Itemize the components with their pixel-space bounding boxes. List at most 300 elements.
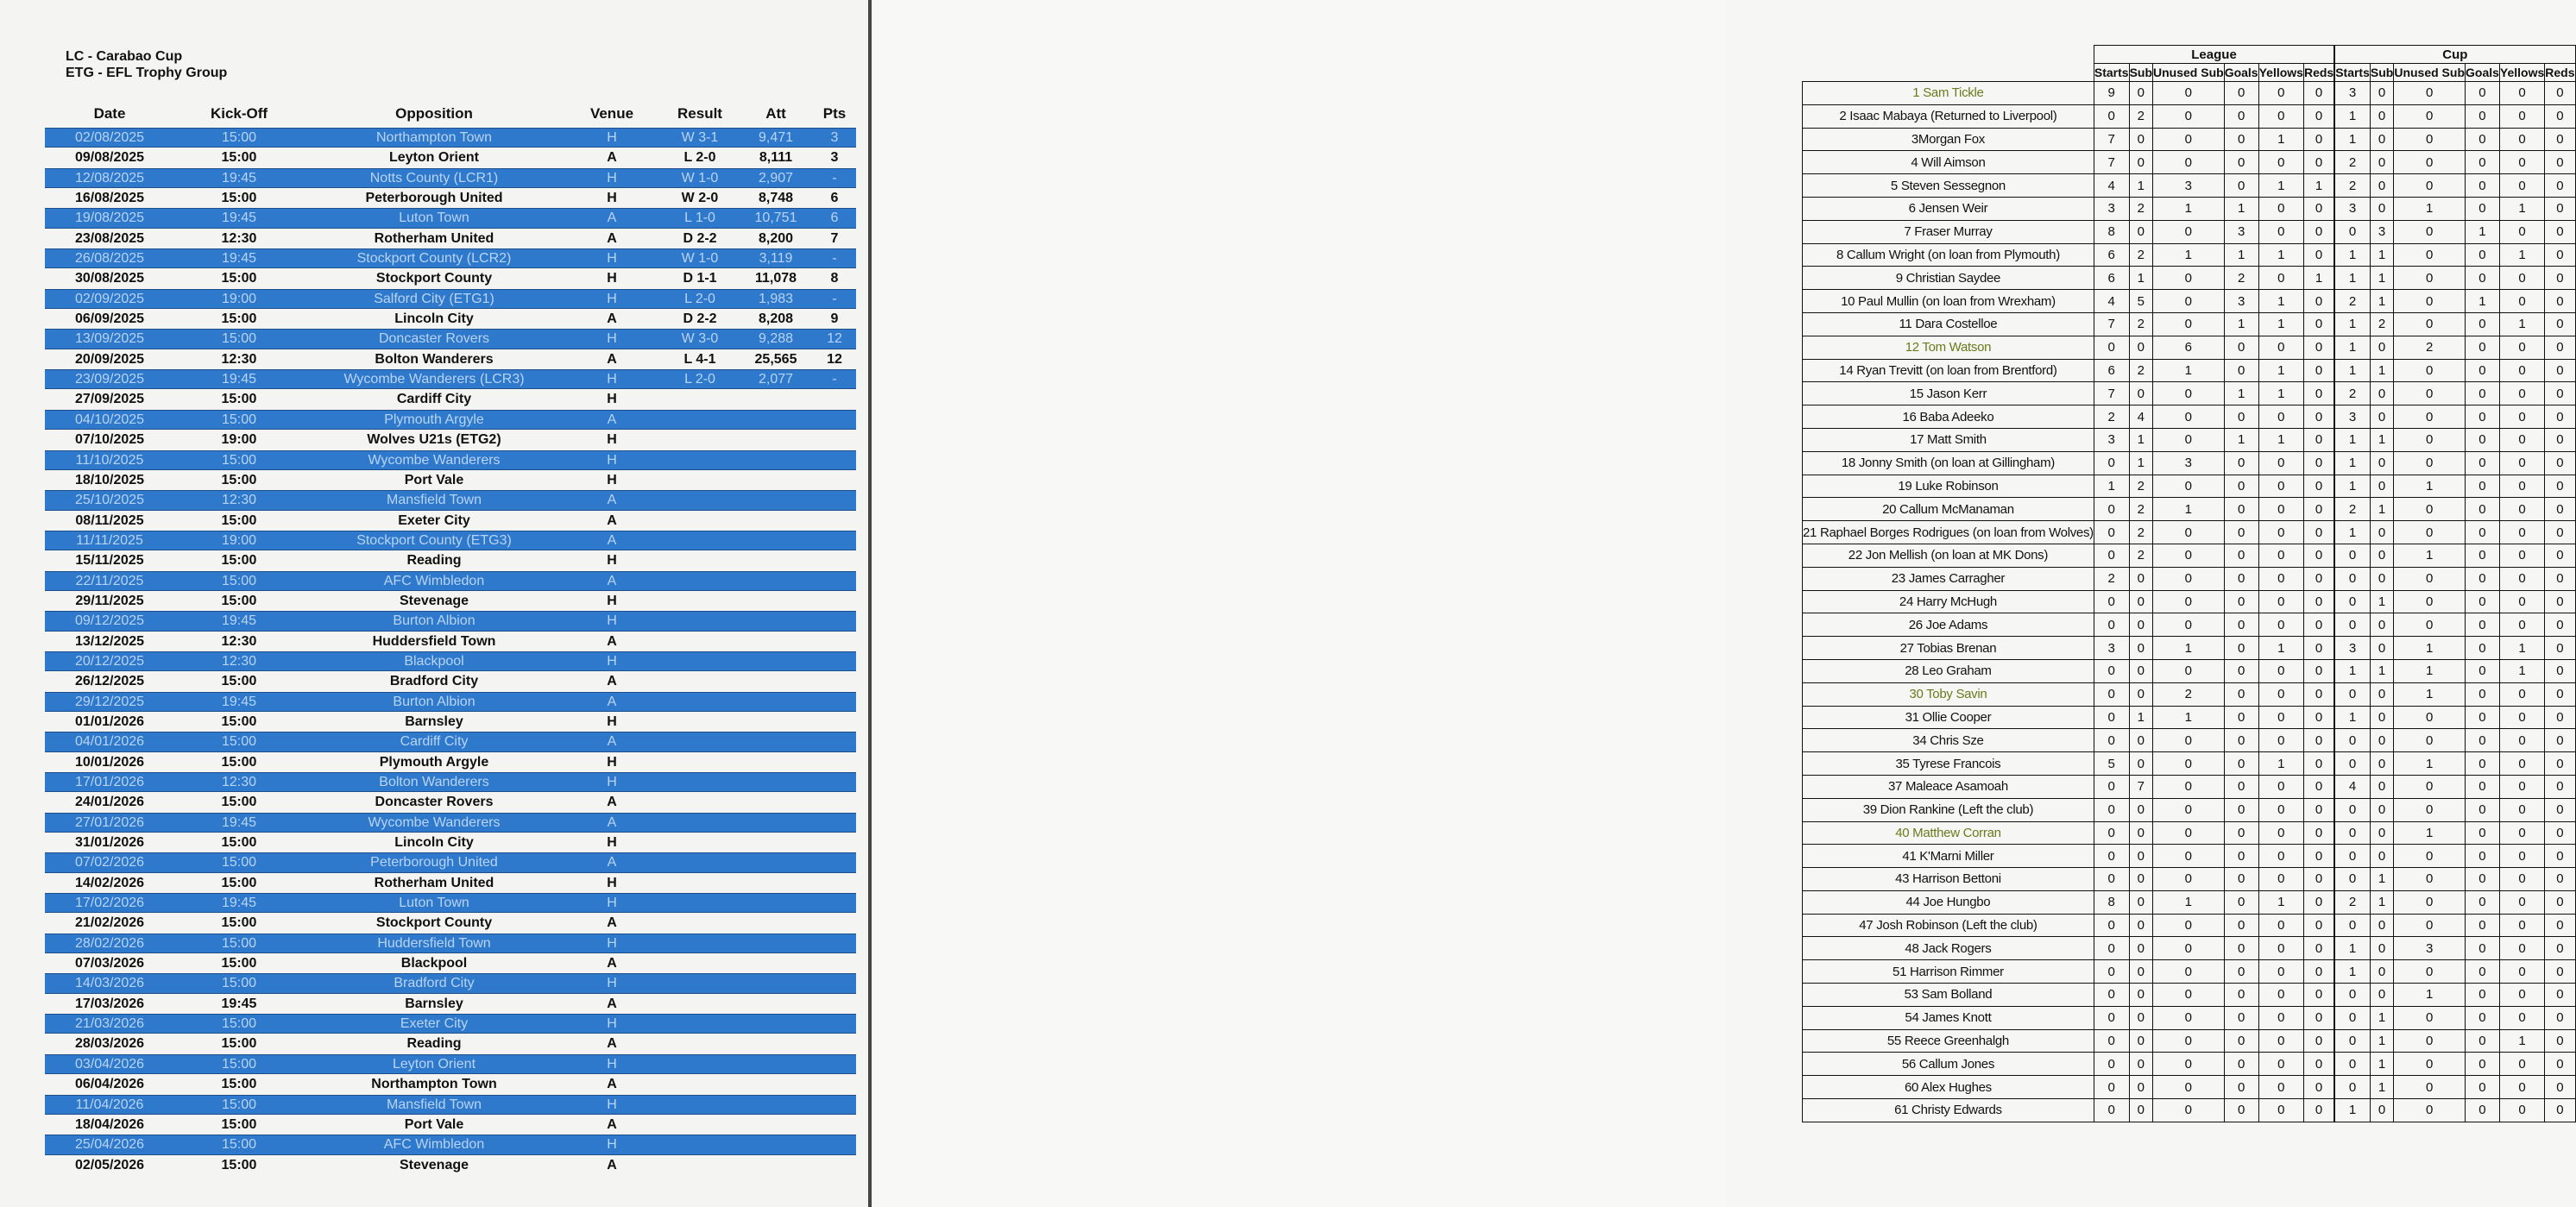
cup-stat-cell: 0 <box>2545 267 2575 290</box>
cup-stat-cell: 0 <box>2545 220 2575 243</box>
league-stat-cell: 1 <box>2129 706 2152 729</box>
league-stat-cell: 0 <box>2129 1006 2152 1029</box>
cup-stat-cell: 0 <box>2335 845 2371 868</box>
fixture-points: 9 <box>830 311 839 327</box>
cup-stat-cell: 0 <box>2545 798 2575 821</box>
league-stat-cell: 0 <box>2153 775 2225 798</box>
league-stat-cell: 7 <box>2129 775 2152 798</box>
cup-stat-cell: 2 <box>2335 151 2371 174</box>
fixture-row <box>45 632 856 651</box>
cup-col-header: Unused Sub <box>2394 64 2466 82</box>
fixture-points: - <box>832 170 837 185</box>
cup-stat-cell: 0 <box>2499 798 2544 821</box>
league-stat-cell: 0 <box>2258 868 2303 891</box>
league-stat-cell: 0 <box>2153 382 2225 405</box>
fixture-venue: A <box>607 956 617 971</box>
player-row <box>1803 821 2576 845</box>
cup-stat-cell: 0 <box>2370 960 2393 984</box>
cup-stat-cell: 0 <box>2499 868 2544 891</box>
cup-stat-cell: 0 <box>2466 336 2500 359</box>
player-row <box>1803 197 2576 220</box>
fixture-venue: H <box>607 714 617 729</box>
player-row <box>1803 1099 2576 1122</box>
cup-stat-cell: 0 <box>2370 984 2393 1007</box>
player-name: 12 Tom Watson <box>1803 336 2094 359</box>
fixture-kickoff: 15:00 <box>221 754 257 770</box>
cup-stat-cell: 1 <box>2370 267 2393 290</box>
player-row <box>1803 637 2576 660</box>
fixture-date: 18/04/2026 <box>74 1116 145 1132</box>
cup-stat-cell: 1 <box>2335 706 2371 729</box>
fixture-kickoff: 15:00 <box>221 855 257 871</box>
cup-stat-cell: 0 <box>2370 845 2393 868</box>
league-stat-cell: 0 <box>2224 174 2258 198</box>
fixture-row <box>45 309 856 329</box>
cup-stat-cell: 1 <box>2335 267 2371 290</box>
cup-stat-cell: 0 <box>2370 775 2393 798</box>
league-stat-cell: 0 <box>2303 567 2334 590</box>
cup-stat-cell: 0 <box>2370 197 2393 220</box>
league-stat-cell: 0 <box>2153 151 2225 174</box>
fixture-kickoff: 15:00 <box>221 512 257 528</box>
fixture-venue: H <box>607 191 617 206</box>
cup-stat-cell: 0 <box>2370 752 2393 776</box>
league-stat-cell: 0 <box>2258 613 2303 637</box>
fixture-result: W 3-1 <box>681 130 719 145</box>
fixture-row <box>45 671 856 691</box>
fixture-venue: A <box>607 493 617 508</box>
league-stat-cell: 4 <box>2094 174 2129 198</box>
fixture-row <box>45 208 856 228</box>
fixture-kickoff: 15:00 <box>221 191 257 206</box>
league-stat-cell: 0 <box>2258 521 2303 544</box>
league-stat-cell: 0 <box>2224 128 2258 151</box>
fixture-row <box>45 289 856 309</box>
player-name: 43 Harrison Bettoni <box>1803 868 2094 891</box>
cup-stat-cell: 0 <box>2545 104 2575 128</box>
cup-stat-cell: 0 <box>2466 729 2500 752</box>
fixture-kickoff: 15:00 <box>221 573 257 588</box>
league-stat-cell: 0 <box>2153 659 2225 682</box>
fixture-opposition: Blackpool <box>400 956 468 971</box>
player-name: 35 Tyrese Francois <box>1803 752 2094 776</box>
league-stat-cell: 2 <box>2129 104 2152 128</box>
league-stat-cell: 0 <box>2129 914 2152 937</box>
player-row <box>1803 267 2576 290</box>
fixture-row <box>45 550 856 570</box>
league-stat-cell: 1 <box>2258 243 2303 267</box>
cup-stat-cell: 3 <box>2335 82 2371 105</box>
fixture-venue: H <box>607 1016 617 1032</box>
league-stat-cell: 5 <box>2129 290 2152 313</box>
league-stat-cell: 0 <box>2303 752 2334 776</box>
league-stat-cell: 0 <box>2129 821 2152 845</box>
fixture-attendance: 2,077 <box>758 372 794 387</box>
fixture-opposition: Stockport County <box>375 271 493 286</box>
fixture-row <box>45 852 856 872</box>
league-stat-cell: 3 <box>2153 451 2225 475</box>
league-stat-cell: 7 <box>2094 312 2129 336</box>
league-stat-cell: 0 <box>2224 775 2258 798</box>
cup-stat-cell: 0 <box>2466 960 2500 984</box>
cup-stat-cell: 0 <box>2394 1029 2466 1053</box>
fixture-venue: H <box>607 331 617 347</box>
cup-stat-cell: 1 <box>2370 1076 2393 1099</box>
fixture-attendance: 8,208 <box>758 311 794 327</box>
cup-stat-cell: 0 <box>2370 174 2393 198</box>
league-stat-cell: 0 <box>2094 682 2129 706</box>
player-name: 41 K'Marni Miller <box>1803 845 2094 868</box>
legend-carabao-cup: LC - Carabao Cup <box>66 49 183 64</box>
league-stat-cell: 1 <box>2153 637 2225 660</box>
fixture-date: 14/03/2026 <box>74 976 145 991</box>
fixture-row <box>45 410 856 430</box>
fixture-points: - <box>832 372 837 387</box>
fixture-venue: H <box>607 251 617 267</box>
cup-stat-cell: 0 <box>2466 544 2500 567</box>
fixture-date: 01/01/2026 <box>74 714 145 729</box>
player-name: 21 Raphael Borges Rodrigues (on loan from Wolves) <box>1803 521 2094 544</box>
fixture-row <box>45 349 856 369</box>
fixture-opposition: Lincoln City <box>394 835 474 851</box>
cup-stat-cell: 0 <box>2545 174 2575 198</box>
league-stat-cell: 0 <box>2224 752 2258 776</box>
fixture-attendance: 2,907 <box>758 170 794 185</box>
league-stat-cell: 0 <box>2258 937 2303 960</box>
cup-stat-cell: 0 <box>2545 82 2575 105</box>
league-stat-cell: 0 <box>2153 1099 2225 1122</box>
fixture-kickoff: 19:00 <box>221 432 257 448</box>
player-name: 61 Christy Edwards <box>1803 1099 2094 1122</box>
player-name: 5 Steven Sessegnon <box>1803 174 2094 198</box>
cup-stat-cell: 1 <box>2370 590 2393 613</box>
fixture-venue: A <box>607 633 617 649</box>
player-row <box>1803 174 2576 198</box>
fixture-date: 20/12/2025 <box>74 653 145 669</box>
cup-stat-cell: 0 <box>2545 567 2575 590</box>
cup-stat-cell: 2 <box>2335 890 2371 914</box>
fixture-kickoff: 19:45 <box>221 211 257 226</box>
league-stat-cell: 9 <box>2094 82 2129 105</box>
cup-stat-cell: 0 <box>2545 937 2575 960</box>
league-stat-cell: 0 <box>2153 312 2225 336</box>
fixture-row <box>45 511 856 531</box>
cup-stat-cell: 0 <box>2394 890 2466 914</box>
league-stat-cell: 0 <box>2303 868 2334 891</box>
fixture-date: 06/04/2026 <box>74 1077 145 1092</box>
cup-stat-cell: 0 <box>2499 451 2544 475</box>
league-stat-cell: 0 <box>2153 821 2225 845</box>
cup-stat-cell: 0 <box>2394 428 2466 451</box>
league-stat-cell: 1 <box>2258 290 2303 313</box>
fixture-date: 09/08/2025 <box>74 150 145 166</box>
league-stat-cell: 0 <box>2153 128 2225 151</box>
league-stat-cell: 2 <box>2129 521 2152 544</box>
header-opposition: Opposition <box>395 105 473 122</box>
cup-stat-cell: 0 <box>2335 914 2371 937</box>
cup-stat-cell: 0 <box>2370 104 2393 128</box>
cup-stat-cell: 1 <box>2370 243 2393 267</box>
cup-stat-cell: 0 <box>2545 706 2575 729</box>
league-stat-cell: 0 <box>2224 984 2258 1007</box>
cup-stat-cell: 0 <box>2545 729 2575 752</box>
fixture-kickoff: 15:00 <box>221 331 257 347</box>
cup-stat-cell: 1 <box>2394 752 2466 776</box>
fixture-result: W 2-0 <box>681 191 719 206</box>
player-row <box>1803 243 2576 267</box>
fixture-opposition: Wolves U21s (ETG2) <box>367 432 501 448</box>
league-stat-cell: 0 <box>2258 151 2303 174</box>
blank-corner <box>1803 46 2094 64</box>
league-stat-cell: 0 <box>2224 475 2258 498</box>
fixture-opposition: Leyton Orient <box>388 150 479 166</box>
league-stat-cell: 0 <box>2258 1029 2303 1053</box>
fixture-venue: H <box>607 935 617 951</box>
player-name: 19 Luke Robinson <box>1803 475 2094 498</box>
cup-stat-cell: 0 <box>2466 914 2500 937</box>
fixture-date: 10/01/2026 <box>74 754 145 770</box>
player-name: 9 Christian Saydee <box>1803 267 2094 290</box>
fixture-attendance: 10,751 <box>754 211 797 226</box>
cup-stat-cell: 0 <box>2466 752 2500 776</box>
league-stat-cell: 0 <box>2303 82 2334 105</box>
fixture-row <box>45 229 856 248</box>
fixture-opposition: Bolton Wanderers <box>379 775 489 789</box>
cup-stat-cell: 0 <box>2545 1053 2575 1076</box>
player-row <box>1803 128 2576 151</box>
player-row <box>1803 914 2576 937</box>
player-name: 28 Leo Graham <box>1803 659 2094 682</box>
league-stat-cell: 1 <box>2129 428 2152 451</box>
fixture-row <box>45 813 856 833</box>
league-stat-cell: 0 <box>2094 984 2129 1007</box>
fixture-date: 02/05/2026 <box>74 1157 145 1172</box>
fixture-opposition: Bradford City <box>394 976 475 991</box>
league-stat-cell: 0 <box>2303 405 2334 429</box>
cup-stat-cell: 0 <box>2335 544 2371 567</box>
league-stat-cell: 2 <box>2094 567 2129 590</box>
fixture-row <box>45 1034 856 1053</box>
league-stat-cell: 0 <box>2153 290 2225 313</box>
player-stats-table <box>1802 45 2576 1122</box>
cup-stat-cell: 0 <box>2370 544 2393 567</box>
league-stat-cell: 0 <box>2303 706 2334 729</box>
cup-stat-cell: 0 <box>2545 682 2575 706</box>
fixture-row <box>45 329 856 349</box>
fixture-opposition: Leyton Orient <box>392 1056 476 1072</box>
cup-stat-cell: 0 <box>2394 590 2466 613</box>
league-stat-cell: 1 <box>2153 243 2225 267</box>
league-stat-cell: 0 <box>2153 845 2225 868</box>
league-stat-cell: 7 <box>2094 382 2129 405</box>
league-stat-cell: 0 <box>2303 451 2334 475</box>
league-stat-cell: 0 <box>2129 937 2152 960</box>
cup-stat-cell: 0 <box>2499 405 2544 429</box>
cup-stat-cell: 3 <box>2335 637 2371 660</box>
fixture-row <box>45 934 856 953</box>
player-name: 3Morgan Fox <box>1803 128 2094 151</box>
fixture-kickoff: 15:00 <box>221 795 257 810</box>
league-stat-cell: 0 <box>2094 1006 2129 1029</box>
player-row <box>1803 590 2576 613</box>
league-stat-cell: 1 <box>2224 428 2258 451</box>
league-stat-cell: 2 <box>2129 312 2152 336</box>
cup-stat-cell: 0 <box>2466 82 2500 105</box>
cup-stat-cell: 0 <box>2499 475 2544 498</box>
fixture-row <box>45 1054 856 1074</box>
cup-stat-cell: 0 <box>2370 82 2393 105</box>
cup-stat-cell: 0 <box>2394 1006 2466 1029</box>
player-row <box>1803 104 2576 128</box>
cup-stat-cell: 0 <box>2466 382 2500 405</box>
league-stat-cell: 0 <box>2258 706 2303 729</box>
cup-stat-cell: 0 <box>2394 267 2466 290</box>
league-stat-cell: 0 <box>2094 1029 2129 1053</box>
league-stat-cell: 0 <box>2303 359 2334 382</box>
league-stat-cell: 0 <box>2224 1029 2258 1053</box>
league-stat-cell: 1 <box>2224 382 2258 405</box>
league-stat-cell: 8 <box>2094 220 2129 243</box>
cup-stat-cell: 2 <box>2394 336 2466 359</box>
cup-stat-cell: 0 <box>2499 336 2544 359</box>
fixture-kickoff: 19:45 <box>221 694 257 709</box>
player-name: 24 Harry McHugh <box>1803 590 2094 613</box>
league-stat-cell: 1 <box>2258 312 2303 336</box>
cup-stat-cell: 0 <box>2545 890 2575 914</box>
cup-stat-cell: 0 <box>2499 1099 2544 1122</box>
fixture-kickoff: 12:30 <box>221 633 257 649</box>
player-name: 10 Paul Mullin (on loan from Wrexham) <box>1803 290 2094 313</box>
league-stat-cell: 0 <box>2129 984 2152 1007</box>
fixture-date: 31/01/2026 <box>74 835 145 851</box>
league-stat-cell: 0 <box>2153 82 2225 105</box>
league-stat-cell: 0 <box>2153 868 2225 891</box>
league-stat-cell: 0 <box>2258 451 2303 475</box>
fixture-venue: A <box>607 795 617 810</box>
league-stat-cell: 2 <box>2129 243 2152 267</box>
league-stat-cell: 0 <box>2129 613 2152 637</box>
fixture-kickoff: 15:00 <box>221 1016 257 1032</box>
fixture-venue: A <box>607 573 617 588</box>
fixture-opposition: Plymouth Argyle <box>379 754 489 770</box>
player-name: 17 Matt Smith <box>1803 428 2094 451</box>
player-row <box>1803 682 2576 706</box>
fixture-opposition: Cardiff City <box>396 392 472 407</box>
fixture-venue: H <box>607 1056 617 1072</box>
fixture-date: 23/09/2025 <box>74 372 145 387</box>
league-stat-cell: 0 <box>2303 682 2334 706</box>
fixture-date: 15/11/2025 <box>75 553 144 569</box>
cup-stat-cell: 0 <box>2466 567 2500 590</box>
player-name: 48 Jack Rogers <box>1803 937 2094 960</box>
cup-stat-cell: 0 <box>2545 821 2575 845</box>
league-stat-cell: 0 <box>2258 220 2303 243</box>
league-stat-cell: 0 <box>2224 567 2258 590</box>
league-stat-cell: 0 <box>2129 682 2152 706</box>
cup-stat-cell: 0 <box>2335 752 2371 776</box>
league-stat-cell: 1 <box>2153 359 2225 382</box>
league-stat-cell: 0 <box>2303 128 2334 151</box>
league-stat-cell: 3 <box>2094 637 2129 660</box>
league-stat-cell: 0 <box>2303 1029 2334 1053</box>
league-stat-cell: 0 <box>2224 359 2258 382</box>
league-stat-cell: 0 <box>2303 890 2334 914</box>
fixture-kickoff: 12:30 <box>221 653 257 669</box>
stats-body <box>1803 82 2576 1122</box>
cup-stat-cell: 0 <box>2466 1006 2500 1029</box>
cup-stat-cell: 0 <box>2394 104 2466 128</box>
cup-col-header: Yellows <box>2499 64 2544 82</box>
league-stat-cell: 0 <box>2303 845 2334 868</box>
fixture-kickoff: 19:45 <box>221 170 257 185</box>
fixture-row <box>45 833 856 852</box>
player-name: 55 Reece Greenhalgh <box>1803 1029 2094 1053</box>
cup-col-header: Starts <box>2335 64 2371 82</box>
cup-stat-cell: 0 <box>2466 498 2500 521</box>
league-stat-cell: 0 <box>2224 451 2258 475</box>
cup-stat-cell: 0 <box>2545 845 2575 868</box>
cup-stat-cell: 1 <box>2394 475 2466 498</box>
fixture-date: 20/09/2025 <box>74 351 145 367</box>
league-stat-cell: 1 <box>2153 890 2225 914</box>
fixture-date: 08/11/2025 <box>75 512 144 528</box>
cup-stat-cell: 4 <box>2335 775 2371 798</box>
league-stat-cell: 3 <box>2094 197 2129 220</box>
player-name: 34 Chris Sze <box>1803 729 2094 752</box>
fixture-date: 29/11/2025 <box>75 593 144 608</box>
fixture-opposition: Bradford City <box>389 674 479 689</box>
fixture-points: 6 <box>830 211 839 226</box>
fixture-row <box>45 369 856 389</box>
fixture-venue: H <box>607 170 617 185</box>
fixture-opposition: Peterborough United <box>370 855 498 871</box>
league-stat-cell: 6 <box>2094 359 2129 382</box>
fixture-date: 07/03/2026 <box>74 956 145 971</box>
player-row <box>1803 1053 2576 1076</box>
player-row <box>1803 845 2576 868</box>
cup-stat-cell: 0 <box>2394 220 2466 243</box>
league-stat-cell: 0 <box>2224 82 2258 105</box>
league-stat-cell: 0 <box>2153 914 2225 937</box>
cup-stat-cell: 0 <box>2394 405 2466 429</box>
fixture-venue: H <box>607 472 617 487</box>
fixture-opposition: Port Vale <box>404 472 464 487</box>
fixture-kickoff: 15:00 <box>221 1036 257 1052</box>
cup-stat-cell: 0 <box>2394 312 2466 336</box>
cup-stat-cell: 0 <box>2499 775 2544 798</box>
cup-stat-cell: 0 <box>2545 405 2575 429</box>
cup-stat-cell: 0 <box>2545 752 2575 776</box>
fixture-attendance: 9,288 <box>758 331 794 347</box>
league-stat-cell: 0 <box>2258 729 2303 752</box>
fixture-date: 04/01/2026 <box>74 734 145 750</box>
league-stat-cell: 3 <box>2094 428 2129 451</box>
cup-stat-cell: 0 <box>2466 821 2500 845</box>
player-row <box>1803 659 2576 682</box>
cup-stat-cell: 0 <box>2394 290 2466 313</box>
cup-stat-cell: 0 <box>2466 428 2500 451</box>
cup-stat-cell: 1 <box>2394 637 2466 660</box>
cup-stat-cell: 1 <box>2335 1099 2371 1122</box>
league-stat-cell: 0 <box>2153 984 2225 1007</box>
league-stat-cell: 0 <box>2153 937 2225 960</box>
league-stat-cell: 0 <box>2303 1099 2334 1122</box>
fixture-date: 11/04/2026 <box>75 1097 144 1112</box>
fixture-venue: A <box>607 351 617 367</box>
fixture-date: 30/08/2025 <box>74 271 145 286</box>
cup-stat-cell: 0 <box>2466 1099 2500 1122</box>
league-stat-cell: 0 <box>2303 775 2334 798</box>
